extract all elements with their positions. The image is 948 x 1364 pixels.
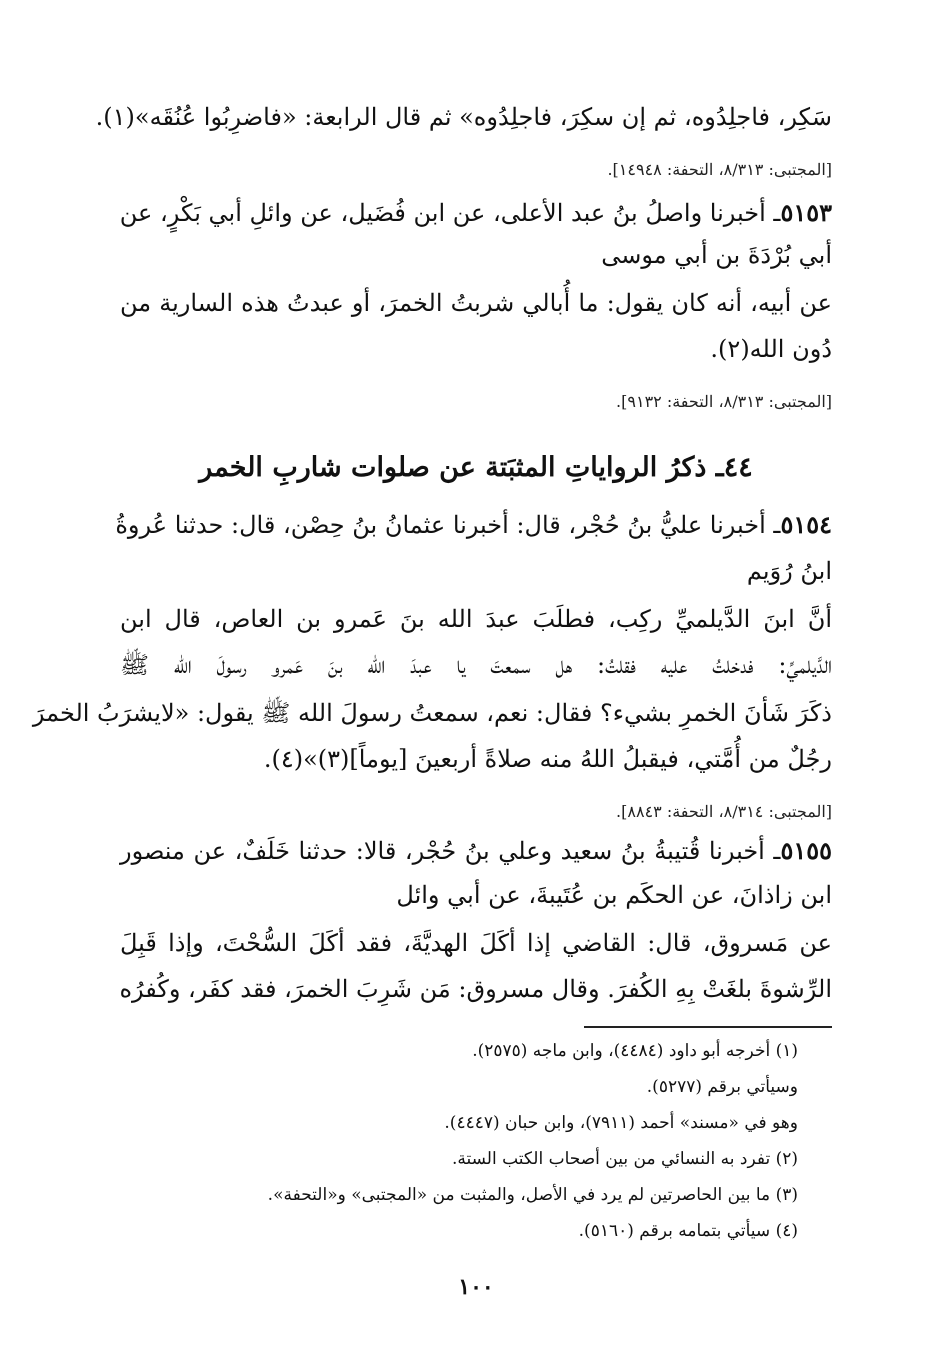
hadith-5155-line-1 (120, 834, 832, 868)
source-reference: [المجتبى: ٨/٣١٤، التحفة: ٨٨٤٣]. (616, 802, 832, 821)
hadith-text: ـ أخبرنا عليُّ بنُ حُجْر، قال: أخبرنا عثمانُ بنُ حِصْن، قال: حدثنا عُروةُ (115, 511, 781, 539)
hadith-5155-line-4: الرِّشوةَ بلغَتْ بِهِ الكُفرَ. وقال مسروق: مَن شَرِبَ الخمرَ، فقد كفَر، وكُفرُه (119, 975, 832, 1003)
hadith-5154-line-4: الدَّيلميِّ: فدخلتُ عليه فقلتُ: هل سمعتَ يا عبدَ الله بنَ عَمرو رسولَ الله ﷺ (120, 651, 832, 679)
hadith-number: ٥١٥٣ (780, 198, 832, 227)
text-line: سَكِر، فاجلِدُوه، ثم إن سكِرَ، فاجلِدُوه» ثم قال الرابعة: «فاضرِبُوا عُنُقَه»(١). (95, 103, 832, 131)
hadith-number: ٥١٥٤ (780, 510, 832, 539)
hadith-5154-line-3: أنَّ ابنَ الدَّيلميِّ ركِب، فطلَبَ عبدَ الله بنَ عَمرو بن العاص، قال ابن (120, 605, 832, 633)
hadith-number: ٥١٥٥ (780, 836, 832, 865)
hadith-5155-line-3: عن مَسروق، قال: القاضي إذا أكَلَ الهديَّةَ، فقد أكَلَ السُّحْتَ، وإذا قَبِلَ (120, 929, 832, 957)
hadith-5154-line-1 (115, 508, 832, 542)
hadith-5153-line-3: عن أبيه، أنه كان يقول: ما أُبالي شربتُ الخمرَ، أو عبدتُ هذه السارية من (120, 289, 832, 317)
source-reference: [المجتبى: ٨/٣١٣، التحفة: ١٤٩٤٨]. (607, 160, 832, 179)
hadith-5154-line-6: رجُلٌ من أُمَّتي، فيقبلُ اللهُ منه صلاةً أربعينَ [يوماً](٣)»(٤). (263, 745, 832, 773)
hadith-5153-line-1 (120, 196, 832, 230)
hadith-text: ـ أخبرنا واصلُ بنُ عبد الأعلى، عن ابن فُضَيل، عن وائلِ أبي بَكْرٍ، عن (119, 199, 781, 227)
footnote: (١) أخرجه أبو داود (٤٤٨٤)، وابن ماجه (٢٥٧٥). (472, 1041, 798, 1061)
footnote: (٤) سيأتي بتمامه برقم (٥١٦٠). (578, 1221, 798, 1241)
footnote: وسيأتي برقم (٥٢٧٧). (646, 1077, 798, 1097)
hadith-5153-line-2: أبي بُرْدَةَ بن أبي موسى (601, 241, 832, 269)
hadith-text: ـ أخبرنا قُتيبةُ بنُ سعيد وعلي بنُ حُجْر، قالا: حدثنا خَلَفٌ، عن منصور (120, 837, 781, 865)
hadith-5154-line-5: ذكَرَ شَأنَ الخمرِ بشيء؟ فقال: نعم، سمعتُ رسولَ الله ﷺ يقول: «لايشرَبُ الخمرَ (32, 699, 832, 727)
hadith-5153-line-4: دُون الله(٢). (710, 335, 832, 363)
source-reference: [المجتبى: ٨/٣١٣، التحفة: ٩١٣٢]. (616, 392, 832, 411)
chapter-heading: ٤٤ـ ذكرُ الرواياتِ المثبَتة عن صلوات شاربِ الخمر (199, 452, 753, 483)
page-number: ١٠٠ (458, 1274, 494, 1300)
footnote: (٣) ما بين الحاصرتين لم يرد في الأصل، والمثبت من «المجتبى» و«التحفة». (267, 1185, 798, 1205)
document-page (32, 88, 832, 1348)
footnote-separator (584, 1026, 832, 1028)
footnote: وهو في «مسند» أحمد (٧٩١١)، وابن حبان (٤٤٤٧). (444, 1113, 798, 1133)
footnote: (٢) تفرد به النسائي من بين أصحاب الكتب الستة. (451, 1149, 798, 1169)
hadith-5155-line-2: ابن زاذانَ، عن الحكَم بن عُتَيبةَ، عن أبي وائل (396, 881, 832, 909)
hadith-5154-line-2: ابنُ رُوَيم (746, 557, 832, 585)
